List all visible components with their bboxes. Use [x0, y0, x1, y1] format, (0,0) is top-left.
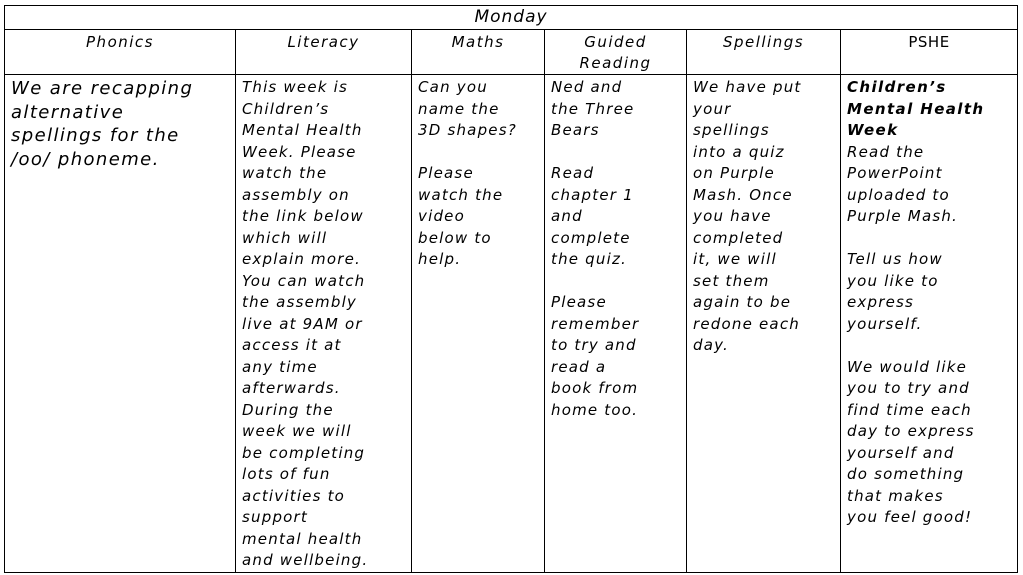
paragraph-gap	[847, 335, 1017, 357]
paragraph-gap	[418, 142, 544, 164]
content-row	[5, 75, 1018, 573]
literacy-text: This week is Children’s Mental Health Week. Please watch the assembly on the link below which will explain more. You can watch the assembly live at 9AM or access it at any time afterwards. During the week we will be completing lots of fun activities to support mental health and wellbeing.	[242, 78, 369, 569]
header-row	[5, 30, 1018, 75]
column-header-phonics: Phonics	[5, 30, 236, 75]
paragraph-gap	[551, 142, 686, 164]
spellings-cell	[687, 75, 841, 573]
maths-text-2: Please watch the video below to help.	[418, 164, 504, 268]
column-header-maths: Maths	[412, 30, 545, 75]
literacy-cell	[236, 75, 412, 573]
maths-cell	[412, 75, 545, 573]
paragraph-gap	[847, 228, 1017, 250]
column-header-spellings: Spellings	[687, 30, 841, 75]
column-header-pshe: PSHE	[841, 30, 1018, 75]
paragraph-gap	[551, 271, 686, 293]
weekly-plan-table	[4, 5, 1018, 573]
spellings-text: We have put your spellings into a quiz on Purple Mash. Once you have completed it, we will set them again to be redone each day.	[693, 78, 802, 354]
column-header-guided-reading: Guided Reading	[545, 30, 687, 75]
phonics-cell	[5, 75, 236, 573]
column-header-literacy: Literacy	[236, 30, 412, 75]
day-title: Monday	[5, 6, 1018, 30]
guided-reading-text-2: Read chapter 1 and complete the quiz.	[551, 164, 634, 268]
maths-text-1: Can you name the 3D shapes?	[418, 78, 517, 139]
guided-reading-text-3: Please remember to try and read a book from home too.	[551, 293, 640, 419]
day-row	[5, 6, 1018, 30]
phonics-text: We are recapping alternative spellings for the /oo/ phoneme.	[11, 78, 194, 170]
guided-reading-text-1: Ned and the Three Bears	[551, 78, 635, 139]
pshe-text-2: Tell us how you like to express yourself.	[847, 250, 943, 333]
guided-reading-cell	[545, 75, 687, 573]
pshe-text-3: We would like you to try and find time each day to express yourself and do something that makes you feel good!	[847, 357, 975, 526]
pshe-text-1: Read the PowerPoint uploaded to Purple Mash.	[847, 142, 959, 225]
pshe-cell	[841, 75, 1018, 573]
pshe-title: Children’s Mental Health Week	[847, 78, 985, 139]
